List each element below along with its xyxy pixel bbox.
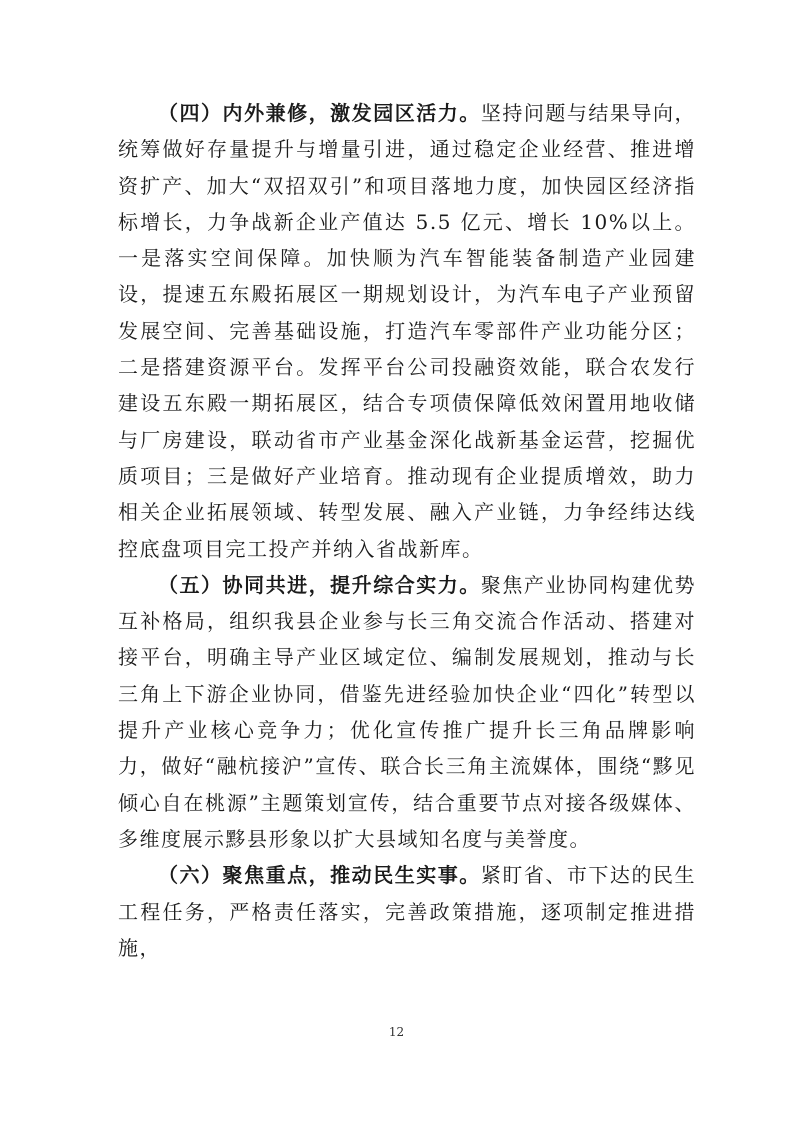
section-six [118, 857, 696, 966]
page-number: 12 [388, 1025, 405, 1039]
document-body [118, 95, 696, 966]
section-four-heading: （四）内外兼修，激发园区活力。 [158, 101, 481, 125]
section-five-heading: （五）协同共进，提升综合实力。 [158, 572, 481, 597]
section-four-text: 坚持问题与结果导向，统筹做好存量提升与增量引进，通过稳定企业经营、推进增资扩产、加大“双招双引”和项目落地力度，加快园区经济指标增长，力争战新企业产值达 5.5 亿元、增长 10%以上。一是落实空间保障。加快顺为汽车智能装备制造产业园建设，提速五东殿拓展区一期规划设计，为汽车电子产业预留发展空间、完善基础设施，打造汽车零部件产业功能分区；二是搭建资源平台。发挥平台公司投融资效能，联合农发行建设五东殿一期拓展区，结合专项债保障低效闲置用地收储与厂房建设，联动省市产业基金深化战新基金运营，挖掘优质项目；三是做好产业培育。推动现有企业提质增效，助力相关企业拓展领域、转型发展、融入产业链，力争经纬达线控底盘项目完工投产并纳入省战新库。 [118, 101, 696, 561]
section-five-text: 聚焦产业协同构建优势互补格局，组织我县企业参与长三角交流合作活动、搭建对接平台，明确主导产业区域定位、编制发展规划，推动与长三角上下游企业协同，借鉴先进经验加快企业“四化”转型以提升产业核心竞争力；优化宣传推广提升长三角品牌影响力，做好“融杭接沪”宣传、联合长三角主流媒体，围绕“黟见倾心自在桃源”主题策划宣传，结合重要节点对接各级媒体、多维度展示黟县形象以扩大县域知名度与美誉度。 [118, 572, 696, 851]
section-five [118, 567, 696, 857]
section-six-heading: （六）聚焦重点，推动民生实事。 [158, 863, 481, 888]
section-four [118, 95, 696, 567]
section-six-text: 紧盯省、市下达的民生工程任务，严格责任落实，完善政策措施，逐项制定推进措施， [118, 863, 696, 960]
